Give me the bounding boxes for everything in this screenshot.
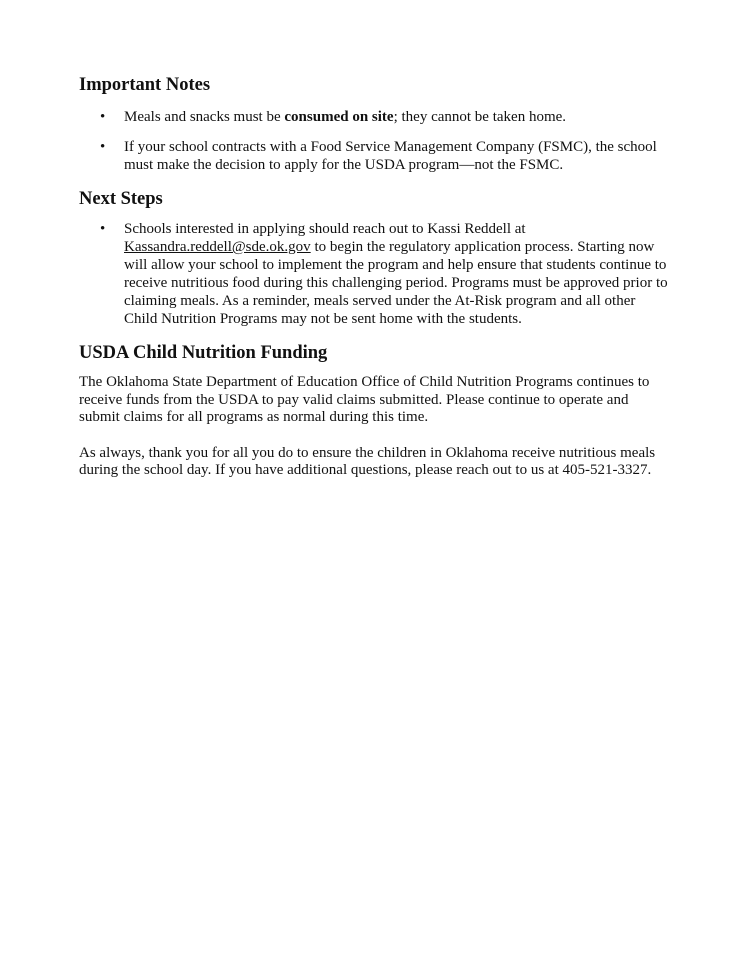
bullet-icon: •: [100, 109, 106, 125]
important-notes-list: [79, 108, 669, 174]
note-emphasis: consumed on site: [284, 109, 394, 125]
next-steps-list: [79, 220, 669, 328]
bullet-icon: •: [100, 221, 106, 237]
note-text-start: Meals and snacks must be: [124, 109, 285, 125]
email-link[interactable]: Kassandra.reddell@sde.ok.gov: [124, 239, 311, 255]
next-steps-text-end: to begin the regulatory application process. Starting now will allow your school to implement the program and help ensure that students continue to receive nutritious food during this challenging period. Programs must be approved prior to claiming meals. As a reminder, meals served under the At-Risk program and all other Child Nutrition Programs may not be sent home with the students.: [124, 239, 668, 327]
closing-paragraph: As always, thank you for all you do to ensure the children in Oklahoma receive nutritious meals during the school day. If you have additional questions, please reach out to us at 405-521-3327.: [79, 444, 656, 478]
list-item: [79, 108, 669, 126]
next-steps-heading: Next Steps: [79, 189, 163, 209]
note-text-end: ; they cannot be taken home.: [393, 109, 567, 125]
bullet-icon: •: [100, 139, 106, 155]
funding-paragraph: The Oklahoma State Department of Education Office of Child Nutrition Programs continues to receive funds from the USDA to pay valid claims submitted. Please continue to operate and submit claims for all programs as normal during this time.: [79, 374, 650, 425]
note-text: If your school contracts with a Food Service Management Company (FSMC), the school must make the decision to apply for the USDA program—not the FSMC.: [124, 139, 657, 173]
paragraph-spacer: [79, 427, 669, 445]
list-item: [79, 220, 669, 328]
funding-heading: USDA Child Nutrition Funding: [79, 343, 328, 363]
list-item: [79, 138, 669, 174]
important-notes-heading: Important Notes: [79, 75, 211, 95]
next-steps-text-start: Schools interested in applying should reach out to Kassi Reddell at: [124, 221, 526, 237]
document-page: [79, 72, 669, 480]
